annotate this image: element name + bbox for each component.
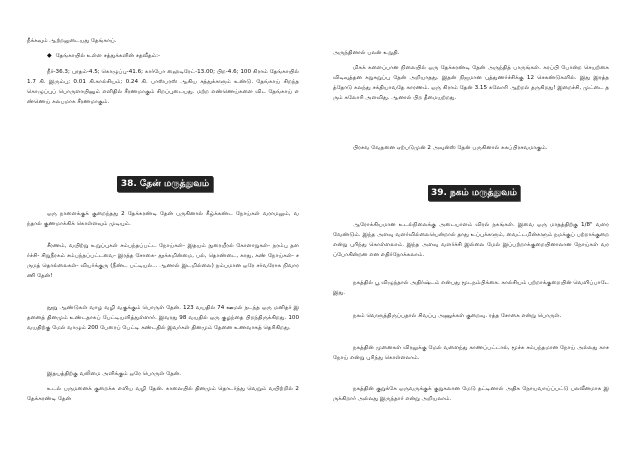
bullet-text: தேங்காயில் உள்ள சத்துக்களின் சதவீதம்:- — [55, 53, 161, 59]
section-heading — [428, 185, 520, 201]
paragraph: சீரணம், வயிற்று உறுப்புகள் சம்பந்தப்பட்ட நோய்கள்- இதயம் நுரையீரல் கோளாறுகள்- நரம்பு தளர்ச்சி- சிறுநீரகம் சம்பந்தப்பட்டவை- இரத்த சோகை- தூக்கமின்மை, பல், தொண்டை, காது, கண் நோய்கள்- சருமத் தொல்லைகள்- வியர்க்குரு (நீண்ட பட்டியல்... ஆனால் இடமில்லை) நம்பமான ஒரே சர்வரோக நிவாரணி தேன்! — [27, 243, 299, 279]
paragraph: அருந்தினால் பலன் உறுதி. — [333, 50, 400, 56]
paragraph: இதயத்திற்கு வலிமை அளிக்கும் ஒரே பொருள் தேன். — [47, 371, 182, 377]
section-heading-text: 38. தேன் மருத்துவம் — [120, 179, 210, 189]
paragraph: நகத்தின் முனைகள் விரலுக்கு மேல் வளைந்து காணப்பட்டால், மூச்சு சம்பந்தமான நோய் அல்லது காசநோய் என்று புரிந்து கொள்ளலாம். — [333, 345, 609, 361]
diamond-bullet-icon: ◆ — [47, 52, 52, 59]
paragraph: நீக்கவும் ஆற்றலுடையது தேங்காய். — [27, 38, 117, 44]
bullet-item — [39, 51, 305, 61]
paragraph: ஆரோக்கியமான உடல்நிலைக்கு அடையாளம் விரல் நகங்கள். இவை ஒரு மாதத்திற்கு 1/8" வளர வேண்டும். இந்த அளவு வளர்வில்லையென்றால் தாது உப்புக்களும், வைட்டமின்களும் நமக்குப் பற்றாக்குறை என்று புரிந்து கொள்ளலாம். இந்த அளவு வளர்ச்சி இல்லை மேல் இப்பற்றாக்குறையினாலான நோய்கள் வரப்போகின்றன என எதிர்நோக்கலாம். — [333, 222, 609, 258]
section-heading — [117, 176, 213, 192]
paragraph: உடல் பருமனைக் குறைக்க எளிய வழி தேன். காலையில் தினமும் தொடர்ந்து வெறும் வயிற்றில் 2 தேக்கரண்டி தேன் — [27, 386, 299, 402]
paragraph: மிகக் களைப்பான நிலையில் ஒரு தேக்கரண்டி தேன் அருந்தித் பாருங்கள். கரப்பி போன்ற செயற்கை விடிவுத்தன சுறுசுறுப்பு தேன் அறியாதது. இதன் நிஜமான புத்துணர்ச்சிக்கு 12 செகண்டுகளில். இது இரத்தத்தோடு கலந்து சக்தியாவதே காரணம். ஒரு கிராம் தேன் 3.15 கலோரி ஆற்றல் தருகிறது! இறைச்சி, முட்டை தரும் கலோரி அளவிது. ஆனால் பிற தீமையற்றது. — [333, 65, 609, 101]
paragraph: நகம் வெளுத்திருப்பதால் சிவப்பு அணுக்கள் குறைவு. ரத்த சோகை என்று பொருள். — [353, 313, 562, 319]
paragraph: நகத்தில் பூ விழுந்தால் அதிர்ஷ்டம் என்பது மூடநம்பிக்கை. கால்சியம் பற்றாக்குறையின் வெளிப்பாடே இது. — [333, 280, 609, 296]
paragraph: நகத்தின் குறுக்கே ஒருவருக்குக் குறுகலான மேடு தட்டினால் அதிக நோயவாய்ப்பட்டு பலவீனமாக இருக்கிறார் அல்லது இருந்தார் என்று அறியலாம். — [333, 386, 609, 402]
paragraph: ஒரு நாளைக்குக் குறைந்தது 2 தேக்கரண்டி தேன் பருகினால் கீழ்க்கண்ட நோய்கள் வராமலும், வந்தால் குணமாக்கிக் கொள்ளவும் முடியும். — [27, 211, 299, 227]
section-heading-text: 39. நகம் மருத்துவம் — [430, 188, 518, 198]
paragraph: நீர்-36.3; புரதம்-4.5; கொழுப்பு-41.6; கார்போ ஹைடிரேட்-13.00; பிற-4.6; 100 கிராம் தேங்காயில் 1.7 கி. இரும்பு; 0.01 கி.கால்சியம்; 0.24 கி. பாஸ்பரஸ் ஆகிய சத்துக்களும் உண்டு. தேங்காய் சிறந்த கொழுப்புப் பொருளாயினும் எளிதில் சீரணமாகும் சிறப்புடையது. மற்ற எண்ணெய்களை விட தேங்காய் எண்ணெய் சுலபமாக சீரணமாகும். — [27, 69, 299, 105]
paragraph: நூறு ஆண்டுகள் வாழ வழி வகுக்கும் பொருள் தேன். 123 வயதில் 74 ஊமல் நடந்த ஒரு மனிதர் இதனைத் தினமும் உண்டதாகப் பேட்டியளித்துள்ளார். இவரது 98 வயதில் ஒரு குழந்தை பிறந்திருக்கிறது. 100 வயதிற்கு மேல் வாழும் 200 பேரைப் பேட்டி கண்டதில் இவர்கள் தினமும் தேனை உணவாகத் தெரிகிறது. — [27, 305, 299, 331]
paragraph: பிரசவ வேதனை ஏற்படுமுன் 2 அவுன்ஸ் தேன் பருகினால் சுகப்பிரசவமாகும். — [353, 145, 548, 151]
